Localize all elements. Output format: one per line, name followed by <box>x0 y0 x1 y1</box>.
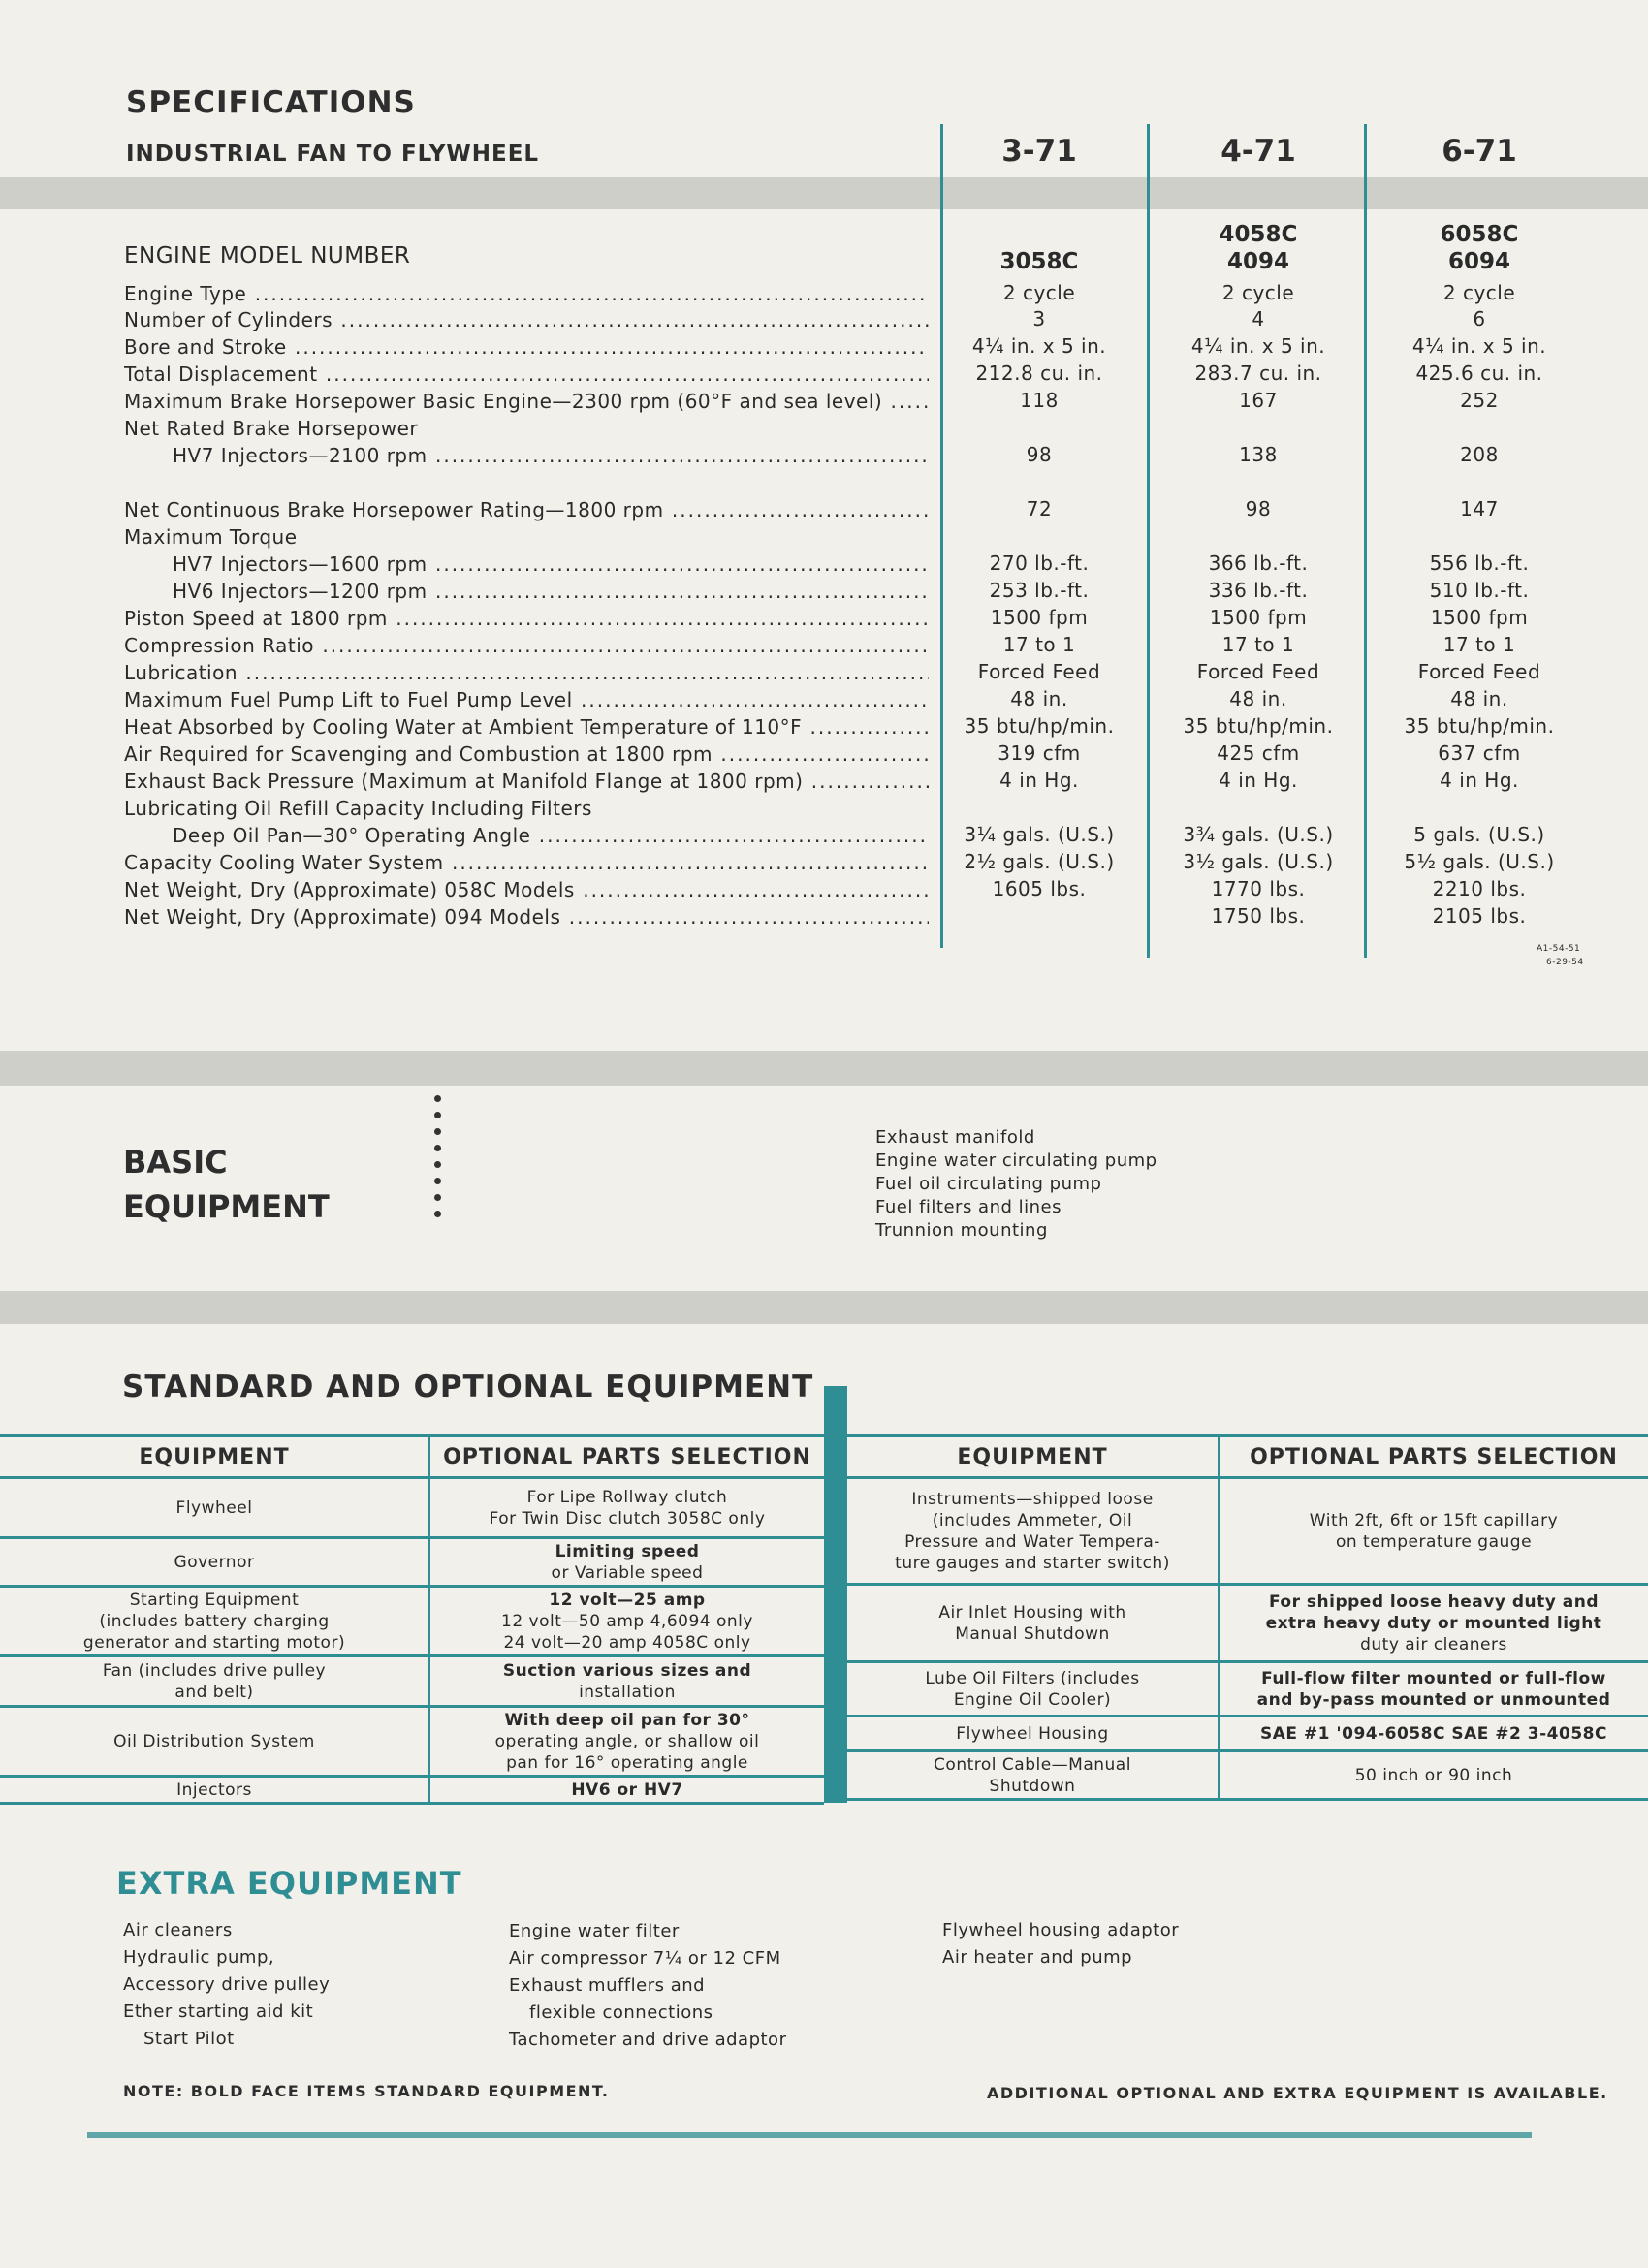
table-row <box>0 1707 824 1777</box>
table-row <box>847 1662 1648 1717</box>
equipment-cell: Starting Equipment (includes battery charging generator and starting motor) <box>0 1587 429 1656</box>
spec-row-value: 167 <box>1239 389 1278 412</box>
optional-parts-cell: For Lipe Rollway clutch For Twin Disc clutch 3058C only <box>429 1478 824 1538</box>
bottom-teal-rule <box>87 2132 1532 2138</box>
spec-row-value: 319 cfm <box>998 741 1081 765</box>
spec-row-label: Maximum Torque <box>124 525 298 549</box>
spec-row-value: 2½ gals. (U.S.) <box>964 850 1115 873</box>
spec-row-label: Total Displacement ..... <box>124 362 929 386</box>
spec-row-value: 72 <box>1026 497 1053 520</box>
spec-row-label: Lubrication ..... <box>124 661 929 684</box>
spec-row-value: 35 btu/hp/min. <box>964 714 1115 738</box>
section-divider-band <box>0 1051 1648 1086</box>
spec-row-value: 1605 lbs. <box>992 877 1087 900</box>
list-item: Air compressor 7¼ or 12 CFM <box>509 1948 781 1969</box>
spec-row-label: Heat Absorbed by Cooling Water at Ambient Temperature of 110°F ..... <box>124 715 929 739</box>
note-bold-face: NOTE: BOLD FACE ITEMS STANDARD EQUIPMENT. <box>123 2082 610 2100</box>
spec-row-label: Maximum Fuel Pump Lift to Fuel Pump Level ..... <box>124 688 929 711</box>
optional-parts-cell: HV6 or HV7 <box>429 1777 824 1804</box>
spec-row-value: 17 to 1 <box>1221 633 1295 656</box>
spec-row-label: Net Rated Brake Horsepower <box>124 417 419 440</box>
spec-row-label: Exhaust Back Pressure (Maximum at Manifold Flange at 1800 rpm) ..... <box>124 770 929 793</box>
list-item: Exhaust mufflers and <box>509 1975 706 1996</box>
optional-parts-cell: With 2ft, 6ft or 15ft capillary on temperature gauge <box>1219 1478 1648 1585</box>
spec-row-value: 270 lb.-ft. <box>989 551 1090 575</box>
column-rule <box>1147 124 1150 958</box>
column-header-3-71: 3-71 <box>1001 134 1077 169</box>
equipment-cell: Flywheel Housing <box>847 1717 1219 1751</box>
equipment-cell: Governor <box>0 1538 429 1587</box>
spec-row-label: Lubricating Oil Refill Capacity Including Filters <box>124 797 592 820</box>
list-item: Exhaust manifold <box>875 1127 1035 1148</box>
table-row <box>847 1478 1648 1585</box>
spec-row-value: 283.7 cu. in. <box>1194 362 1322 385</box>
optional-parts-cell: Full-flow filter mounted or full-flow and by-pass mounted or unmounted <box>1219 1662 1648 1717</box>
spec-row-label: Engine Type ..... <box>124 282 929 305</box>
spec-row-label: HV7 Injectors—1600 rpm ..... <box>124 552 929 576</box>
spec-row-value: 1500 fpm <box>1430 606 1529 629</box>
spec-row-value: 147 <box>1460 497 1499 520</box>
spec-row-value: 208 <box>1460 443 1499 466</box>
spec-row-value: 2 cycle <box>1442 281 1516 304</box>
optional-parts-cell: With deep oil pan for 30° operating angle, or shallow oil pan for 16° operating angle <box>429 1707 824 1777</box>
spec-row-value: 253 lb.-ft. <box>989 579 1090 602</box>
equipment-cell: Instruments—shipped loose (includes Ammeter, Oil Pressure and Water Tempera- ture gauges and starter switch) <box>847 1478 1219 1585</box>
spec-row-value: 5½ gals. (U.S.) <box>1404 850 1555 873</box>
spec-row-value: 252 <box>1460 389 1499 412</box>
spec-row-value: 98 <box>1026 443 1053 466</box>
spec-row-value: 4¼ in. x 5 in. <box>1190 334 1326 358</box>
spec-row-value: 17 to 1 <box>1002 633 1076 656</box>
optional-parts-cell: For shipped loose heavy duty and extra heavy duty or mounted light duty air cleaners <box>1219 1585 1648 1662</box>
equipment-cell: Injectors <box>0 1777 429 1804</box>
table-row <box>0 1538 824 1587</box>
optional-parts-cell: Limiting speed or Variable speed <box>429 1538 824 1587</box>
spec-row-value: 1750 lbs. <box>1211 904 1306 928</box>
spec-row-value: 3 <box>1032 307 1046 331</box>
spec-row-value: Forced Feed <box>977 660 1101 683</box>
table-row <box>847 1717 1648 1751</box>
spec-row-label: Net Continuous Brake Horsepower Rating—1800 rpm ..... <box>124 498 929 521</box>
spec-row-value: 212.8 cu. in. <box>975 362 1103 385</box>
note-additional-equipment: ADDITIONAL OPTIONAL AND EXTRA EQUIPMENT IS AVAILABLE. <box>987 2084 1608 2102</box>
optional-equipment-table-right <box>847 1437 1648 1801</box>
spec-row-label: Deep Oil Pan—30° Operating Angle ..... <box>124 824 929 847</box>
spec-row-label: HV7 Injectors—2100 rpm ..... <box>124 444 929 467</box>
spec-row-value: 2 cycle <box>1002 281 1076 304</box>
spec-row-value: 17 to 1 <box>1442 633 1516 656</box>
spec-row-label: Net Weight, Dry (Approximate) 058C Models ..... <box>124 878 929 901</box>
header-divider-band <box>0 177 1648 209</box>
list-item: Fuel oil circulating pump <box>875 1174 1102 1194</box>
spec-row-value: 4¼ in. x 5 in. <box>1411 334 1547 358</box>
spec-row-value: 556 lb.-ft. <box>1429 551 1530 575</box>
model-number-4-71: 4058C 4094 <box>1219 222 1298 274</box>
list-item: Trunnion mounting <box>875 1220 1048 1241</box>
spec-row-value: 4 in Hg. <box>999 769 1079 792</box>
spec-row-value: 48 in. <box>1229 687 1287 710</box>
extra-equipment-title: EXTRA EQUIPMENT <box>116 1865 462 1902</box>
equipment-cell: Fan (includes drive pulley and belt) <box>0 1656 429 1707</box>
spec-row-value: 510 lb.-ft. <box>1429 579 1530 602</box>
document-date-code: 6-29-54 <box>1546 958 1584 967</box>
specifications-subtitle: INDUSTRIAL FAN TO FLYWHEEL <box>126 142 540 167</box>
engine-model-label: ENGINE MODEL NUMBER <box>124 243 411 268</box>
spec-row-value: 118 <box>1020 389 1059 412</box>
section-divider-band <box>0 1291 1648 1324</box>
spec-row-value: 366 lb.-ft. <box>1208 551 1309 575</box>
standard-optional-title: STANDARD AND OPTIONAL EQUIPMENT <box>122 1370 814 1404</box>
spec-row-value: 4 in Hg. <box>1440 769 1519 792</box>
equipment-cell: Oil Distribution System <box>0 1707 429 1777</box>
spec-row-value: 5 gals. (U.S.) <box>1413 823 1545 846</box>
column-header-6-71: 6-71 <box>1442 134 1517 169</box>
spec-row-label: Piston Speed at 1800 rpm ..... <box>124 607 929 630</box>
list-item: Fuel filters and lines <box>875 1197 1062 1217</box>
spec-row-value: 48 in. <box>1010 687 1068 710</box>
list-item: Engine water circulating pump <box>875 1150 1157 1171</box>
list-item: Hydraulic pump, <box>123 1947 275 1968</box>
column-header-equipment: EQUIPMENT <box>0 1437 429 1478</box>
spec-row-value: 6 <box>1473 307 1486 331</box>
spec-row-value: 1500 fpm <box>990 606 1089 629</box>
table-row <box>0 1777 824 1804</box>
spec-row-value: 1770 lbs. <box>1211 877 1306 900</box>
spec-row-value: 3¾ gals. (U.S.) <box>1183 823 1334 846</box>
center-teal-bar <box>824 1386 847 1803</box>
extra-equipment-column-2 <box>509 1918 786 2054</box>
model-number-3-71: 3058C <box>999 249 1079 274</box>
spec-row-label: Capacity Cooling Water System ..... <box>124 851 929 874</box>
column-header-equipment: EQUIPMENT <box>847 1437 1219 1478</box>
optional-parts-cell: SAE #1 '094-6058C SAE #2 3-4058C <box>1219 1717 1648 1751</box>
equipment-cell: Lube Oil Filters (includes Engine Oil Cooler) <box>847 1662 1219 1717</box>
list-item: flexible connections <box>529 2002 713 2023</box>
spec-row-label: Compression Ratio ..... <box>124 634 929 657</box>
basic-equipment-title: BASIC EQUIPMENT <box>123 1144 330 1225</box>
spec-row-value: 2105 lbs. <box>1432 904 1527 928</box>
spec-row-value: 2 cycle <box>1221 281 1295 304</box>
spec-row-value: 425 cfm <box>1217 741 1300 765</box>
table-row <box>0 1656 824 1707</box>
spec-row-value: 4 in Hg. <box>1219 769 1298 792</box>
spec-row-value: 1500 fpm <box>1209 606 1308 629</box>
spec-row-value: 4 <box>1252 307 1265 331</box>
spec-row-label: Net Weight, Dry (Approximate) 094 Models ..... <box>124 905 929 929</box>
spec-row-value: 35 btu/hp/min. <box>1404 714 1555 738</box>
list-item: Flywheel housing adaptor <box>942 1920 1180 1940</box>
spec-row-label: HV6 Injectors—1200 rpm ..... <box>124 580 929 603</box>
specifications-title: SPECIFICATIONS <box>126 85 416 120</box>
optional-equipment-table-left <box>0 1437 824 1805</box>
spec-row-value: Forced Feed <box>1417 660 1541 683</box>
spec-row-value: 3½ gals. (U.S.) <box>1183 850 1334 873</box>
spec-row-value: 3¼ gals. (U.S.) <box>964 823 1115 846</box>
table-row <box>0 1478 824 1538</box>
spec-row-value: 138 <box>1239 443 1278 466</box>
list-item: Start Pilot <box>143 2029 235 2049</box>
spec-row-value: 2210 lbs. <box>1432 877 1527 900</box>
optional-parts-cell: Suction various sizes and installation <box>429 1656 824 1707</box>
equipment-cell: Air Inlet Housing with Manual Shutdown <box>847 1585 1219 1662</box>
list-item: Air heater and pump <box>942 1947 1133 1968</box>
dotted-separator <box>434 1095 442 1227</box>
basic-equipment-list <box>875 1126 1157 1243</box>
model-number-6-71: 6058C 6094 <box>1440 222 1519 274</box>
column-header-parts: OPTIONAL PARTS SELECTION <box>1219 1437 1648 1478</box>
list-item: Ether starting aid kit <box>123 2001 314 2022</box>
spec-row-label: Number of Cylinders ..... <box>124 308 929 331</box>
spec-row-value: Forced Feed <box>1196 660 1320 683</box>
list-item: Accessory drive pulley <box>123 1974 331 1995</box>
spec-row-value: 35 btu/hp/min. <box>1183 714 1334 738</box>
spec-row-value: 48 in. <box>1450 687 1508 710</box>
optional-parts-cell: 12 volt—25 amp 12 volt—50 amp 4,6094 only 24 volt—20 amp 4058C only <box>429 1587 824 1656</box>
table-row <box>847 1751 1648 1800</box>
table-row <box>847 1585 1648 1662</box>
spec-row-label: Maximum Brake Horsepower Basic Engine—2300 rpm (60°F and sea level) ..... <box>124 390 929 413</box>
optional-parts-cell: 50 inch or 90 inch <box>1219 1751 1648 1800</box>
table-row <box>0 1587 824 1656</box>
equipment-cell: Control Cable—Manual Shutdown <box>847 1751 1219 1800</box>
list-item: Engine water filter <box>509 1921 680 1941</box>
column-header-parts: OPTIONAL PARTS SELECTION <box>429 1437 824 1478</box>
list-item: Air cleaners <box>123 1920 233 1940</box>
extra-equipment-column-1 <box>123 1917 330 2053</box>
spec-row-value: 637 cfm <box>1438 741 1521 765</box>
column-header-4-71: 4-71 <box>1220 134 1296 169</box>
spec-row-value: 4¼ in. x 5 in. <box>971 334 1107 358</box>
document-code: A1-54-51 <box>1537 944 1581 954</box>
spec-row-value: 336 lb.-ft. <box>1208 579 1309 602</box>
list-item: Tachometer and drive adaptor <box>509 2030 787 2050</box>
spec-row-label: Air Required for Scavenging and Combustion at 1800 rpm ..... <box>124 742 929 766</box>
spec-row-label: Bore and Stroke ..... <box>124 335 929 359</box>
equipment-cell: Flywheel <box>0 1478 429 1538</box>
extra-equipment-column-3 <box>942 1917 1179 1971</box>
spec-row-value: 98 <box>1245 497 1272 520</box>
spec-row-value: 425.6 cu. in. <box>1415 362 1543 385</box>
